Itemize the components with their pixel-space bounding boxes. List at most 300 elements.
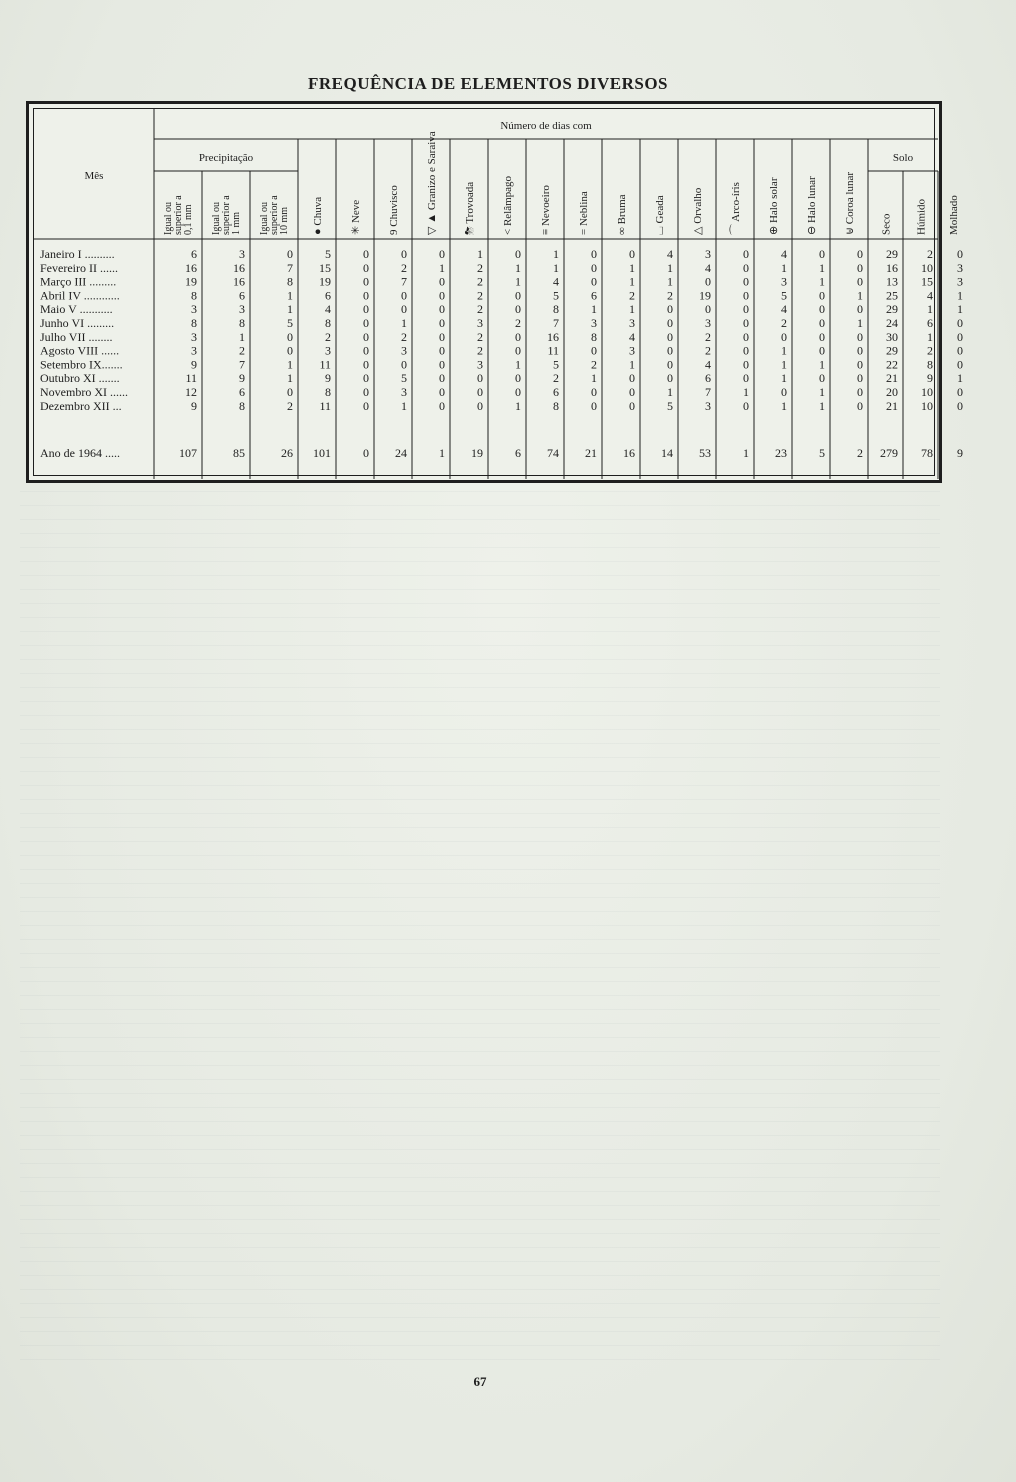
table-row-value: 3 bbox=[957, 260, 963, 275]
table-row-value: 8 bbox=[325, 316, 331, 330]
table-row-value: 0 bbox=[515, 385, 521, 399]
table-row-value: 1 bbox=[401, 398, 407, 413]
table-row-value: 3 bbox=[705, 316, 711, 330]
column-header bbox=[464, 182, 476, 235]
group-header: Número de dias com bbox=[500, 120, 592, 132]
table-row-value: 0 bbox=[743, 329, 749, 344]
table-row-value: 8 bbox=[927, 357, 933, 372]
table-row-value: 7 bbox=[705, 385, 711, 399]
table-row-value: 3 bbox=[477, 316, 483, 330]
column-header-label: superior a bbox=[269, 195, 280, 235]
table-row-value: 0 bbox=[629, 385, 635, 399]
precipitation-header: Precipitação bbox=[198, 152, 254, 164]
table-row-month: Março III ......... bbox=[40, 274, 117, 289]
table-row-value: 2 bbox=[705, 343, 711, 358]
table-row-month: Setembro IX....... bbox=[40, 357, 123, 372]
table-row-value: 10 bbox=[921, 260, 933, 275]
table-row-value: 1 bbox=[957, 302, 963, 317]
table-row-value: 0 bbox=[515, 302, 521, 317]
table-row-value: 0 bbox=[363, 274, 369, 289]
table-row-value: 0 bbox=[363, 343, 369, 358]
column-header bbox=[312, 197, 324, 235]
table-row-value: 5 bbox=[287, 316, 293, 330]
table-row-value: 0 bbox=[439, 357, 445, 372]
column-header-label: ⊖ Halo lunar bbox=[806, 176, 818, 235]
table-row-value: 3 bbox=[781, 274, 787, 289]
total-row-value: 53 bbox=[699, 446, 711, 460]
table-row-value: 12 bbox=[185, 385, 197, 399]
column-header bbox=[388, 185, 400, 235]
table-row-value: 0 bbox=[401, 302, 407, 317]
table-row-value: 3 bbox=[401, 385, 407, 399]
table-row-value: 2 bbox=[401, 260, 407, 275]
total-row-value: 19 bbox=[471, 446, 483, 460]
table-row-value: 1 bbox=[927, 329, 933, 344]
table-row-value: 19 bbox=[319, 274, 331, 289]
table-row-value: 6 bbox=[705, 371, 711, 386]
table-row-value: 1 bbox=[957, 371, 963, 386]
table-row-value: 2 bbox=[477, 302, 483, 317]
table-row-value: 25 bbox=[886, 288, 898, 303]
table-row-value: 0 bbox=[957, 398, 963, 413]
table-row-value: 0 bbox=[439, 371, 445, 386]
bleed-through-texture bbox=[20, 480, 940, 1360]
column-header bbox=[426, 131, 438, 235]
table-row-value: 16 bbox=[233, 260, 245, 275]
table-row-value: 1 bbox=[439, 260, 445, 275]
total-row-value: 16 bbox=[623, 446, 635, 460]
table-row-month: Abril IV ............ bbox=[40, 288, 120, 303]
column-header bbox=[350, 200, 362, 235]
table-row-value: 5 bbox=[667, 398, 673, 413]
column-header-label: 1 mm bbox=[231, 211, 242, 235]
table-row-value: 9 bbox=[325, 371, 331, 386]
column-header bbox=[211, 195, 242, 235]
table-row-value: 16 bbox=[185, 260, 197, 275]
column-header bbox=[948, 195, 960, 235]
table-row-value: 1 bbox=[515, 274, 521, 289]
table-row-value: 0 bbox=[439, 247, 445, 261]
table-row-value: 0 bbox=[743, 371, 749, 386]
table-row-value: 1 bbox=[667, 260, 673, 275]
table-row-value: 3 bbox=[191, 329, 197, 344]
table-row-month: Julho VII ........ bbox=[40, 329, 113, 344]
table-row-value: 0 bbox=[363, 329, 369, 344]
table-row-value: 8 bbox=[239, 398, 245, 413]
table-row-value: 1 bbox=[629, 302, 635, 317]
column-header-label: ⊕ Halo solar bbox=[768, 177, 780, 235]
table-row-value: 21 bbox=[886, 371, 898, 386]
table-row-value: 5 bbox=[781, 288, 787, 303]
table-row-value: 0 bbox=[857, 260, 863, 275]
table-row-value: 1 bbox=[957, 288, 963, 303]
table-row-value: 19 bbox=[699, 288, 711, 303]
table-row-value: 29 bbox=[886, 247, 898, 261]
table-row-value: 3 bbox=[191, 343, 197, 358]
column-header-label: = Neblina bbox=[578, 191, 590, 235]
table-row-value: 6 bbox=[191, 247, 197, 261]
table-row-value: 0 bbox=[629, 247, 635, 261]
table-row-value: 4 bbox=[781, 302, 787, 317]
table-row-value: 0 bbox=[439, 302, 445, 317]
total-row-value: 6 bbox=[515, 446, 521, 460]
table-row-value: 1 bbox=[515, 260, 521, 275]
table-row-value: 0 bbox=[857, 385, 863, 399]
table-row-value: 0 bbox=[705, 274, 711, 289]
table-row-value: 1 bbox=[743, 385, 749, 399]
table-row-value: 0 bbox=[401, 288, 407, 303]
table-row-value: 0 bbox=[857, 371, 863, 386]
table-row-value: 6 bbox=[239, 385, 245, 399]
table-row-value: 1 bbox=[819, 274, 825, 289]
table-row-value: 8 bbox=[191, 316, 197, 330]
table-row-month: Janeiro I .......... bbox=[40, 247, 115, 261]
table-row-value: 2 bbox=[927, 343, 933, 358]
total-row-value: 78 bbox=[921, 446, 933, 460]
table-row-value: 0 bbox=[401, 357, 407, 372]
table-row-value: 0 bbox=[819, 247, 825, 261]
column-header bbox=[654, 195, 666, 235]
table-row-value: 0 bbox=[287, 247, 293, 261]
table-row-value: 0 bbox=[743, 274, 749, 289]
total-row-value: 23 bbox=[775, 446, 787, 460]
table-row-value: 0 bbox=[857, 302, 863, 317]
table-row-value: 2 bbox=[239, 343, 245, 358]
table-row-value: 2 bbox=[927, 247, 933, 261]
table-row-value: 2 bbox=[401, 329, 407, 344]
column-header bbox=[806, 176, 818, 235]
table-row-value: 0 bbox=[667, 316, 673, 330]
table-row-value: 9 bbox=[191, 398, 197, 413]
table-row-month: Dezembro XII ... bbox=[40, 398, 122, 413]
table-row-value: 3 bbox=[401, 343, 407, 358]
table-row-value: 1 bbox=[477, 247, 483, 261]
table-row-value: 8 bbox=[239, 316, 245, 330]
column-header-label: ▽ ▲ Granizo e Saraiva bbox=[426, 131, 438, 235]
table-row-value: 2 bbox=[781, 316, 787, 330]
table-row-value: 1 bbox=[781, 371, 787, 386]
table-row-value: 0 bbox=[591, 398, 597, 413]
table-row-value: 7 bbox=[287, 260, 293, 275]
total-row-value: 85 bbox=[233, 446, 245, 460]
table-row-value: 0 bbox=[857, 398, 863, 413]
table-row-month: Novembro XI ...... bbox=[40, 385, 128, 399]
table-row-value: 2 bbox=[477, 343, 483, 358]
table-row-value: 5 bbox=[401, 371, 407, 386]
column-header bbox=[578, 191, 590, 235]
table-row-value: 0 bbox=[363, 247, 369, 261]
table-row-value: 1 bbox=[287, 371, 293, 386]
table-row-value: 0 bbox=[743, 247, 749, 261]
table-row-value: 0 bbox=[667, 371, 673, 386]
table-row-value: 4 bbox=[325, 302, 331, 317]
table-row-value: 13 bbox=[886, 274, 898, 289]
table-row-value: 7 bbox=[553, 316, 559, 330]
table-row-value: 8 bbox=[287, 274, 293, 289]
table-row-value: 0 bbox=[629, 371, 635, 386]
table-row-value: 0 bbox=[439, 398, 445, 413]
table-row-value: 0 bbox=[515, 343, 521, 358]
table-row-value: 4 bbox=[705, 260, 711, 275]
table-row-value: 0 bbox=[743, 302, 749, 317]
table-row-value: 0 bbox=[591, 274, 597, 289]
table-row-value: 5 bbox=[325, 247, 331, 261]
table-row-value: 5 bbox=[553, 357, 559, 372]
table-row-value: 0 bbox=[781, 385, 787, 399]
table-row-value: 3 bbox=[191, 302, 197, 317]
table-row-value: 0 bbox=[819, 371, 825, 386]
column-header-label: Igual ou bbox=[163, 201, 174, 235]
column-header bbox=[692, 187, 704, 235]
table-row-value: 2 bbox=[325, 329, 331, 344]
table-row-value: 0 bbox=[477, 398, 483, 413]
column-header bbox=[916, 198, 928, 235]
table-row-value: 0 bbox=[363, 302, 369, 317]
column-header bbox=[616, 194, 628, 235]
table-row-value: 1 bbox=[629, 260, 635, 275]
table-row-value: 0 bbox=[439, 316, 445, 330]
table-row-value: 0 bbox=[591, 385, 597, 399]
table-row-value: 1 bbox=[629, 357, 635, 372]
table-row-value: 19 bbox=[185, 274, 197, 289]
table-row-value: 0 bbox=[401, 247, 407, 261]
table-row-value: 0 bbox=[743, 357, 749, 372]
table-row-value: 0 bbox=[363, 288, 369, 303]
table-row-value: 3 bbox=[957, 274, 963, 289]
table-row-value: 1 bbox=[591, 371, 597, 386]
table-row-value: 2 bbox=[477, 260, 483, 275]
table-row-value: 0 bbox=[363, 357, 369, 372]
table-row-value: 1 bbox=[667, 385, 673, 399]
table-row-value: 1 bbox=[287, 288, 293, 303]
table-row-value: 0 bbox=[439, 329, 445, 344]
table-row-value: 2 bbox=[477, 329, 483, 344]
table-row-value: 0 bbox=[591, 260, 597, 275]
month-header: Mês bbox=[84, 170, 104, 182]
table-row-value: 1 bbox=[553, 247, 559, 261]
table-row-month: Fevereiro II ...... bbox=[40, 260, 118, 275]
column-header-label: 10 mm bbox=[279, 206, 290, 235]
table-row-value: 0 bbox=[743, 343, 749, 358]
table-row-value: 16 bbox=[547, 329, 559, 344]
column-header-label: ⊎ Coroa lunar bbox=[844, 171, 856, 235]
table-row-value: 0 bbox=[857, 274, 863, 289]
table-row-value: 1 bbox=[781, 357, 787, 372]
table-row-value: 1 bbox=[781, 260, 787, 275]
total-row-value: 9 bbox=[957, 446, 963, 460]
table-row-value: 11 bbox=[185, 371, 197, 386]
table-row-value: 4 bbox=[667, 247, 673, 261]
column-header-label: superior a bbox=[221, 195, 232, 235]
column-header-label: < Relâmpago bbox=[502, 175, 514, 235]
table-row-value: 0 bbox=[439, 274, 445, 289]
column-header-label: 0,1 mm bbox=[183, 204, 194, 235]
column-header-label: Molhado bbox=[948, 195, 960, 235]
table-row-value: 1 bbox=[553, 260, 559, 275]
table-row-value: 0 bbox=[363, 371, 369, 386]
table-row-value: 16 bbox=[233, 274, 245, 289]
total-row-value: 24 bbox=[395, 446, 407, 460]
table-row-value: 0 bbox=[667, 343, 673, 358]
table-row-value: 0 bbox=[957, 385, 963, 399]
column-header-label: ≡ Nevoeiro bbox=[540, 185, 552, 235]
table-row-value: 29 bbox=[886, 343, 898, 358]
table-row-value: 11 bbox=[319, 357, 331, 372]
table-row-value: 0 bbox=[743, 260, 749, 275]
total-row-value: 21 bbox=[585, 446, 597, 460]
table-row-value: 0 bbox=[591, 247, 597, 261]
table-row-value: 0 bbox=[743, 288, 749, 303]
table-row-value: 3 bbox=[477, 357, 483, 372]
table-row-value: 11 bbox=[319, 398, 331, 413]
table-row-value: 2 bbox=[477, 274, 483, 289]
column-header bbox=[163, 195, 194, 235]
total-row-value: 74 bbox=[547, 446, 559, 460]
table-row-value: 15 bbox=[921, 274, 933, 289]
table-row-value: 1 bbox=[819, 398, 825, 413]
table-row-value: 1 bbox=[927, 302, 933, 317]
table-row-value: 0 bbox=[477, 385, 483, 399]
table-row-value: 6 bbox=[325, 288, 331, 303]
table-row-value: 2 bbox=[591, 357, 597, 372]
column-header-label: ● Chuva bbox=[312, 196, 324, 235]
table-row-value: 0 bbox=[667, 329, 673, 344]
table-row-value: 2 bbox=[477, 288, 483, 303]
table-row-value: 7 bbox=[401, 274, 407, 289]
table-row-value: 5 bbox=[553, 288, 559, 303]
table-row-value: 1 bbox=[591, 302, 597, 317]
table-row-value: 6 bbox=[239, 288, 245, 303]
table-row-value: 0 bbox=[857, 343, 863, 358]
page-number: 67 bbox=[473, 1374, 487, 1389]
table-row-value: 0 bbox=[957, 247, 963, 261]
table-row-value: 0 bbox=[781, 329, 787, 344]
table-row-value: 2 bbox=[553, 371, 559, 386]
column-header bbox=[729, 182, 742, 235]
table-row-value: 4 bbox=[781, 247, 787, 261]
table-row-value: 29 bbox=[886, 302, 898, 317]
table-row-value: 0 bbox=[819, 302, 825, 317]
table-row-value: 3 bbox=[239, 302, 245, 317]
frequency-table-grid bbox=[34, 109, 963, 479]
total-row-value: 0 bbox=[363, 446, 369, 460]
column-header-label: ⌒ Arco-íris bbox=[730, 182, 742, 235]
table-row-month: Agosto VIII ...... bbox=[40, 343, 120, 358]
table-row-value: 0 bbox=[477, 371, 483, 386]
table-row-value: 0 bbox=[629, 398, 635, 413]
total-row-value: 14 bbox=[661, 446, 673, 460]
total-row-value: 279 bbox=[880, 446, 898, 460]
total-row-value: 101 bbox=[313, 446, 331, 460]
table-row-value: 1 bbox=[287, 357, 293, 372]
column-header bbox=[502, 175, 514, 235]
table-row-value: 0 bbox=[743, 316, 749, 330]
table-row-value: 8 bbox=[591, 329, 597, 344]
table-row-value: 11 bbox=[547, 343, 559, 358]
table-row-value: 3 bbox=[705, 247, 711, 261]
table-row-value: 0 bbox=[819, 329, 825, 344]
column-header-label: △ Orvalho bbox=[692, 187, 704, 235]
table-row-month: Outubro XI ....... bbox=[40, 371, 120, 386]
column-header-label: Igual ou bbox=[259, 201, 270, 235]
table-row-value: 30 bbox=[886, 329, 898, 344]
table-row-value: 2 bbox=[629, 288, 635, 303]
table-row-value: 20 bbox=[886, 385, 898, 399]
total-row-value: 2 bbox=[857, 446, 863, 460]
table-row-value: 6 bbox=[553, 385, 559, 399]
table-row-value: 3 bbox=[591, 316, 597, 330]
column-header bbox=[259, 195, 290, 235]
table-row-value: 0 bbox=[957, 329, 963, 344]
table-row-value: 0 bbox=[363, 316, 369, 330]
table-row-value: 1 bbox=[629, 274, 635, 289]
table-row-value: 0 bbox=[515, 247, 521, 261]
column-header-label: ∞ Bruma bbox=[616, 194, 628, 235]
table-row-value: 2 bbox=[287, 398, 293, 413]
table-row-value: 1 bbox=[819, 357, 825, 372]
table-row-month: Junho VI ......... bbox=[40, 316, 115, 330]
table-row-value: 0 bbox=[439, 343, 445, 358]
table-row-value: 2 bbox=[705, 329, 711, 344]
soil-header: Solo bbox=[892, 152, 914, 164]
total-row-value: 26 bbox=[281, 446, 293, 460]
column-header bbox=[881, 213, 893, 235]
table-row-month: Maio V ........... bbox=[40, 302, 113, 317]
total-row-value: 1 bbox=[743, 446, 749, 460]
table-row-value: 0 bbox=[363, 385, 369, 399]
table-row-value: 0 bbox=[287, 385, 293, 399]
table-row-value: 1 bbox=[819, 385, 825, 399]
table-row-value: 22 bbox=[886, 357, 898, 372]
table-row-value: 0 bbox=[287, 329, 293, 344]
table-row-value: 0 bbox=[957, 316, 963, 330]
table-row-value: 9 bbox=[191, 357, 197, 372]
page-title: FREQUÊNCIA DE ELEMENTOS DIVERSOS bbox=[307, 74, 669, 93]
table-row-value: 4 bbox=[553, 274, 559, 289]
table-row-value: 6 bbox=[927, 316, 933, 330]
table-row-value: 1 bbox=[401, 316, 407, 330]
table-row-value: 1 bbox=[781, 343, 787, 358]
table-row-value: 0 bbox=[363, 398, 369, 413]
table-row-value: 1 bbox=[819, 260, 825, 275]
table-row-value: 3 bbox=[239, 247, 245, 261]
table-row-value: 0 bbox=[705, 302, 711, 317]
column-header-label: Igual ou bbox=[211, 201, 222, 235]
table-row-value: 10 bbox=[921, 398, 933, 413]
table-row-value: 21 bbox=[886, 398, 898, 413]
table-row-value: 4 bbox=[705, 357, 711, 372]
frequency-table bbox=[33, 108, 963, 476]
table-row-value: 3 bbox=[629, 343, 635, 358]
total-row-value: 5 bbox=[819, 446, 825, 460]
table-row-value: 1 bbox=[239, 329, 245, 344]
total-row-month: Ano de 1964 ..... bbox=[40, 446, 120, 460]
column-header-label: Seco bbox=[880, 213, 893, 235]
total-row-value: 1 bbox=[439, 446, 445, 460]
table-row-value: 1 bbox=[515, 357, 521, 372]
column-header-label: superior a bbox=[173, 195, 184, 235]
table-row-value: 2 bbox=[667, 288, 673, 303]
table-row-value: 8 bbox=[553, 302, 559, 317]
column-header bbox=[844, 172, 856, 235]
table-row-value: 24 bbox=[886, 316, 898, 330]
table-row-value: 8 bbox=[325, 385, 331, 399]
table-row-value: 1 bbox=[287, 302, 293, 317]
table-row-value: 3 bbox=[629, 316, 635, 330]
table-row-value: 0 bbox=[363, 260, 369, 275]
table-row-value: 1 bbox=[781, 398, 787, 413]
total-row-value: 107 bbox=[179, 446, 197, 460]
